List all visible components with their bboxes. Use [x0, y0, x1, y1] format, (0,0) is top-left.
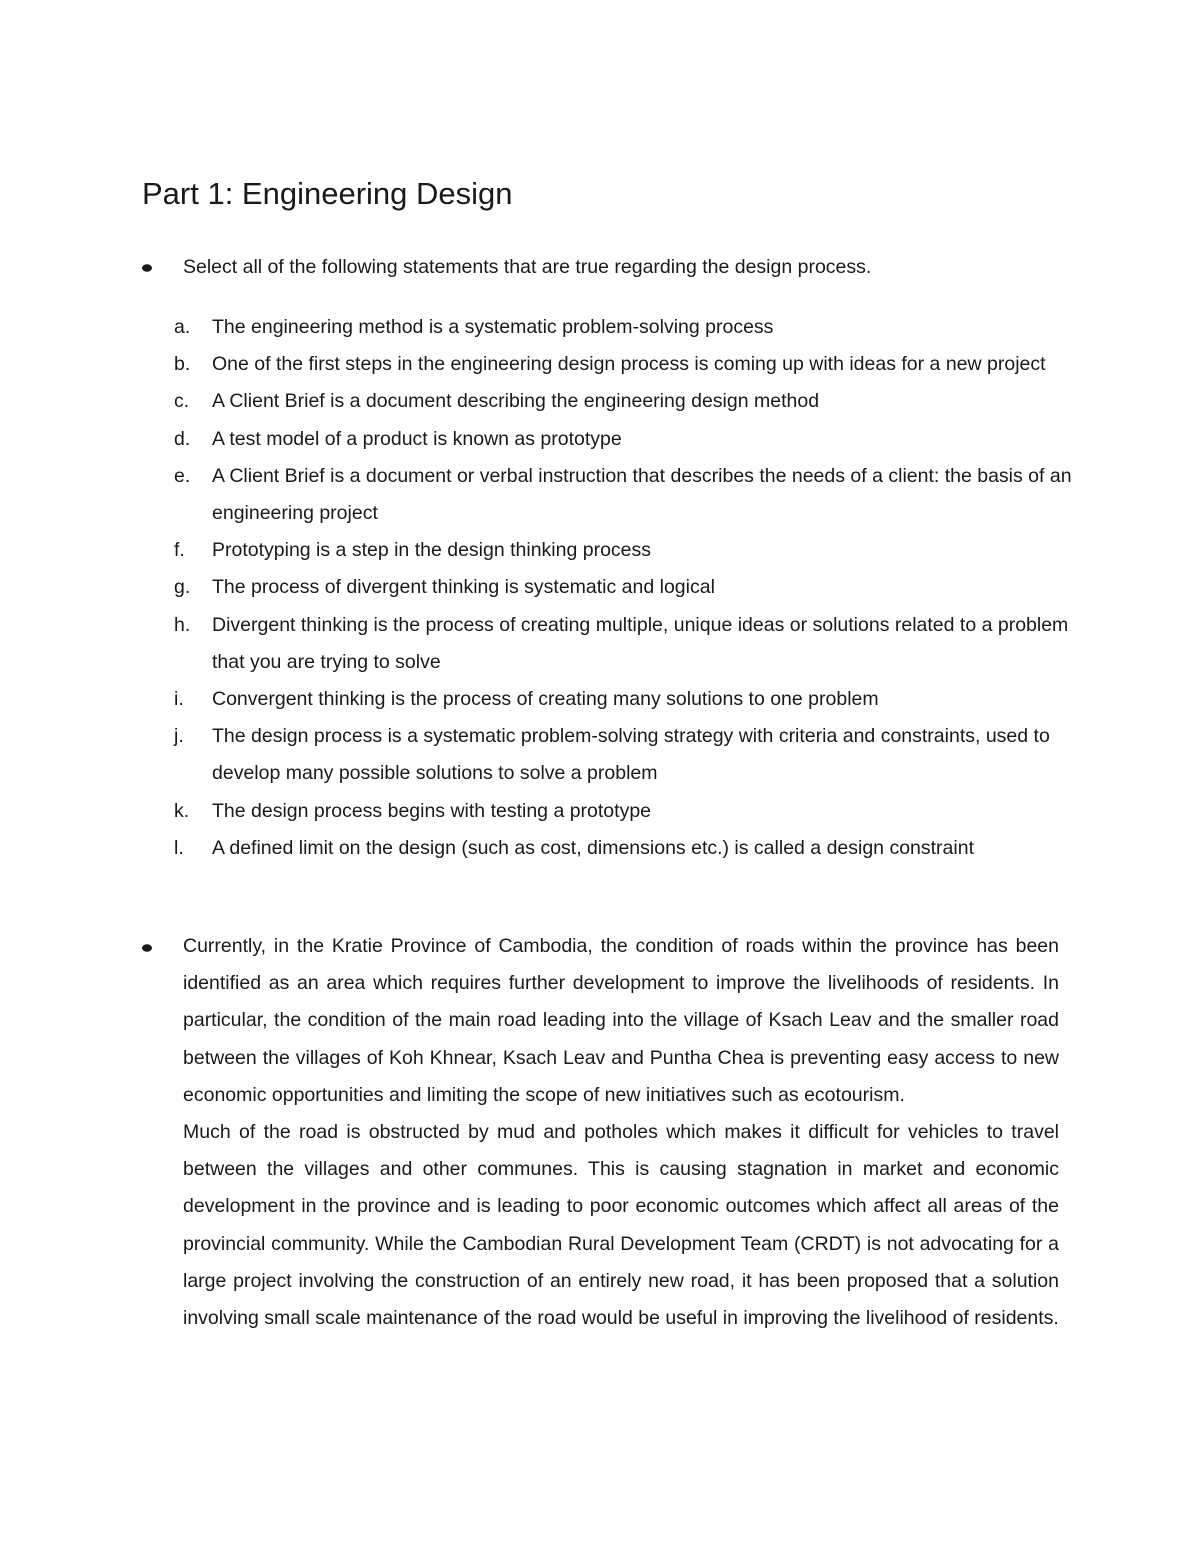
option-item [174, 569, 1074, 606]
option-text: One of the first steps in the engineering design process is coming up with ideas for a new project [212, 353, 1046, 376]
option-item [174, 607, 1074, 681]
question-2-body [183, 928, 1059, 1337]
option-item [174, 309, 1074, 346]
option-item [174, 421, 1074, 458]
option-letter: g. [174, 576, 191, 599]
option-text: The process of divergent thinking is systematic and logical [212, 576, 715, 599]
option-item [174, 383, 1074, 420]
page-title: Part 1: Engineering Design [142, 176, 513, 211]
bullet-icon [142, 263, 152, 273]
option-letter: d. [174, 427, 191, 450]
option-item [174, 718, 1074, 792]
option-item [174, 532, 1074, 569]
option-text: The engineering method is a systematic problem-solving process [212, 316, 774, 338]
option-item [174, 458, 1074, 532]
question-1-prompt: Select all of the following statements that are true regarding the design process. [183, 256, 872, 278]
option-letter: i. [174, 688, 184, 711]
option-letter: c. [174, 390, 190, 413]
question-1-options [174, 309, 1074, 867]
option-item [174, 681, 1074, 718]
option-letter: f. [174, 539, 185, 562]
option-letter: k. [174, 799, 190, 822]
option-letter: l. [174, 836, 184, 859]
option-item [174, 793, 1074, 830]
question-2-paragraph-2: Much of the road is obstructed by mud and potholes which makes it difficult for vehicles to travel between the villages and other communes. This is causing stagnation in market and economic development in the province and is leading to poor economic outcomes which affect all areas of the provincial community. While the Cambodian Rural Development Team (CRDT) is not advocating for a large project involving the construction of an entirely new road, it has been proposed that a solution involving small scale maintenance of the road would be useful in improving the livelihood of residents. [183, 1121, 1059, 1330]
bullet-icon [142, 943, 152, 953]
option-text: A test model of a product is known as prototype [212, 427, 622, 450]
option-letter: a. [174, 316, 191, 338]
option-item [174, 830, 1074, 867]
option-text: The design process begins with testing a prototype [212, 799, 652, 822]
option-letter: e. [174, 464, 191, 487]
option-text: The design process is a systematic problem-solving strategy with criteria and constraints, used to develop many possible solutions to solve a problem [212, 725, 1050, 785]
question-2-paragraph-1: Currently, in the Kratie Province of Cambodia, the condition of roads within the province has been identified as an area which requires further development to improve the livelihoods of residents. In particular, the condition of the main road leading into the village of Ksach Leav and the smaller road between the villages of Koh Khnear, Ksach Leav and Puntha Chea is preventing easy access to new economic opportunities and limiting the scope of new initiatives such as ecotourism. [183, 935, 1059, 1106]
option-letter: b. [174, 353, 191, 376]
option-letter: j. [174, 725, 184, 748]
option-text: A Client Brief is a document or verbal instruction that describes the needs of a client: the basis of an engineering project [212, 464, 1072, 525]
option-item [174, 346, 1074, 383]
option-letter: h. [174, 613, 191, 636]
option-text: A defined limit on the design (such as cost, dimensions etc.) is called a design constraint [212, 836, 974, 859]
option-text: Convergent thinking is the process of creating many solutions to one problem [212, 688, 879, 711]
option-text: Divergent thinking is the process of creating multiple, unique ideas or solutions related to a problem that you are trying to solve [212, 613, 1069, 673]
option-text: A Client Brief is a document describing the engineering design method [212, 390, 820, 413]
option-text: Prototyping is a step in the design thinking process [212, 539, 652, 562]
